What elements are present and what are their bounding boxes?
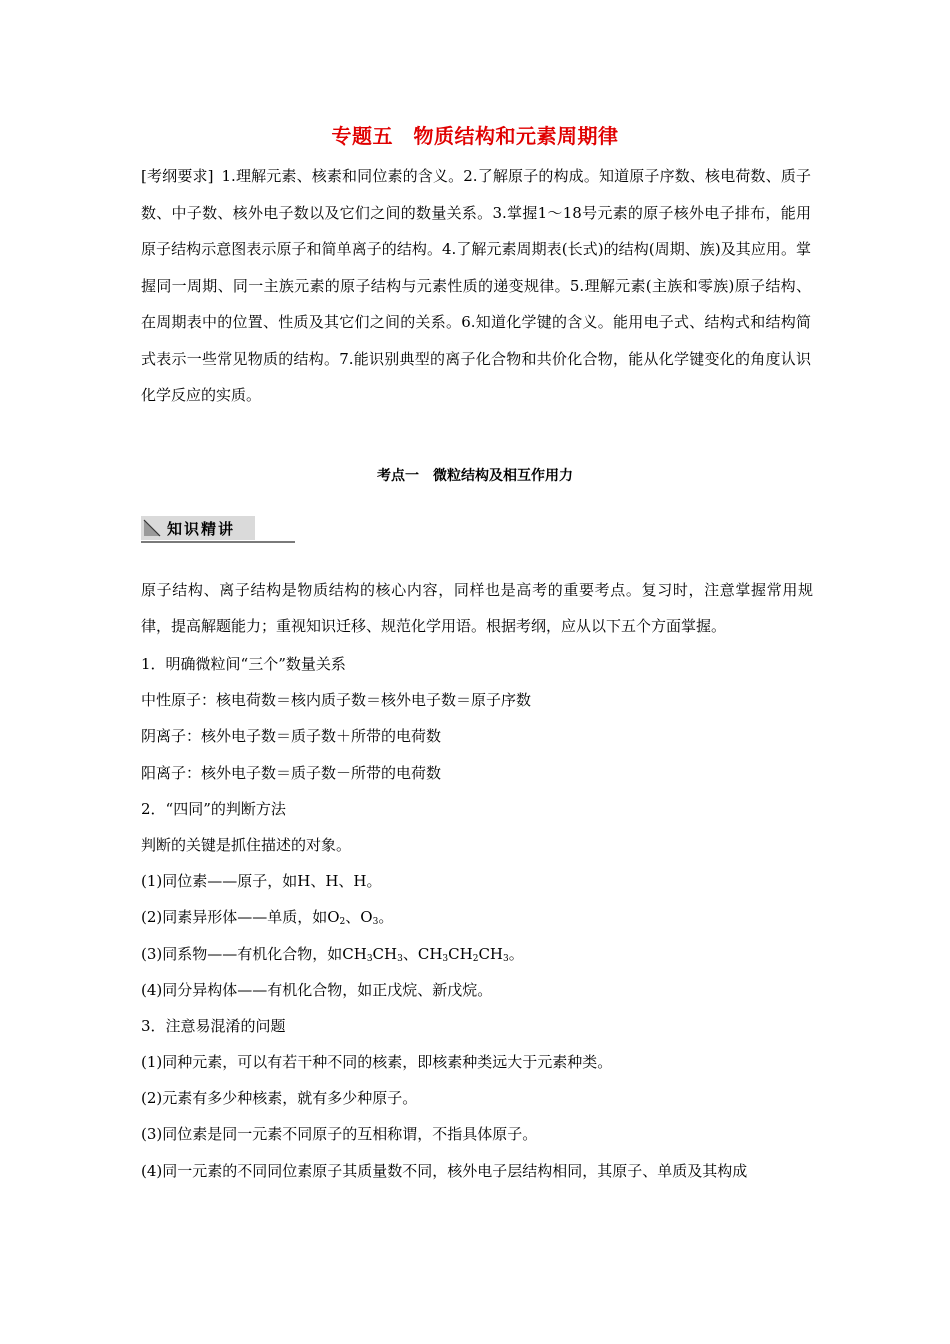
isomer-line: (4)同分异构体——有机化合物，如正戊烷、新戊烷。 — [141, 980, 493, 999]
neutral-atom-line: 中性原子：核电荷数＝核内质子数＝核外电子数＝原子序数 — [141, 691, 532, 710]
confusion-item-2: (2)元素有多少种核素，就有多少种原子。 — [141, 1089, 418, 1108]
confusion-item-4: (4)同一元素的不同同位素原子其质量数不同，核外电子层结构相同，其原子、单质及其构成 — [141, 1161, 748, 1180]
corner-triangle-icon — [143, 519, 161, 537]
heading-confusing-issues: 3．注意易混淆的问题 — [141, 1016, 286, 1035]
section-title: 考点一 微粒结构及相互作用力 — [377, 468, 573, 484]
heading-four-same: 2．“四同”的判断方法 — [141, 799, 286, 818]
banner-label: 知识精讲 — [167, 520, 236, 538]
key-line: 判断的关键是抓住描述的对象。 — [141, 835, 352, 854]
content-list — [141, 646, 821, 1189]
homolog-line: (3)同系物——有机化合物，如$CH_3CH_3$、$CH_3CH_2CH_3$。 — [141, 944, 524, 964]
confusion-item-3: (3)同位素是同一元素不同原子的互相称谓，不指具体原子。 — [141, 1125, 538, 1144]
banner-underline — [141, 541, 295, 543]
isotope-line: (1)同位素——原子，如H、H、H。 — [141, 872, 382, 891]
heading-quantity-relations: 1．明确微粒间“三个”数量关系 — [141, 655, 346, 673]
exam-requirements — [141, 158, 811, 414]
requirements-text: 1.理解元素、核素和同位素的含义。2.了解原子的构成。知道原子序数、核电荷数、质子数、中子数、核外电子数以及它们之间的数量关系。3.掌握1～18号元素的原子核外电子排布，能用原子结构示意图表示原子和简单离子的结构。4.了解元素周期表(长式)的结构(周期、族)及其应用。掌握同一周期、同一主族元素的原子结构与元素性质的递变规律。5.理解元素(主族和零族)原子结构、在周期表中的位置、性质及其它们之间的关系。6.知道化学键的含义。能用电子式、结构式和结构简式表示一些常见物质的结构。7.能识别典型的离子化合物和共价化合物，能从化学键变化的角度认识化学反应的实质。 — [141, 167, 811, 404]
knowledge-banner — [141, 516, 295, 544]
allotrope-line: (2)同素异形体——单质，如$O_2$、$O_3$。 — [141, 908, 394, 928]
chapter-title: 专题五 物质结构和元素周期律 — [331, 124, 619, 148]
confusion-item-1: (1)同种元素，可以有若干种不同的核素，即核素种类远大于元素种类。 — [141, 1053, 613, 1072]
requirements-tag: [考纲要求] — [141, 167, 214, 185]
cation-line: 阳离子：核外电子数＝质子数－所带的电荷数 — [141, 763, 442, 782]
intro-paragraph: 原子结构、离子结构是物质结构的核心内容，同样也是高考的重要考点。复习时，注意掌握常用规律，提高解题能力；重视知识迁移、规范化学用语。根据考纲，应从以下五个方面掌握。 — [141, 581, 813, 635]
anion-line: 阴离子：核外电子数＝质子数＋所带的电荷数 — [141, 727, 442, 746]
